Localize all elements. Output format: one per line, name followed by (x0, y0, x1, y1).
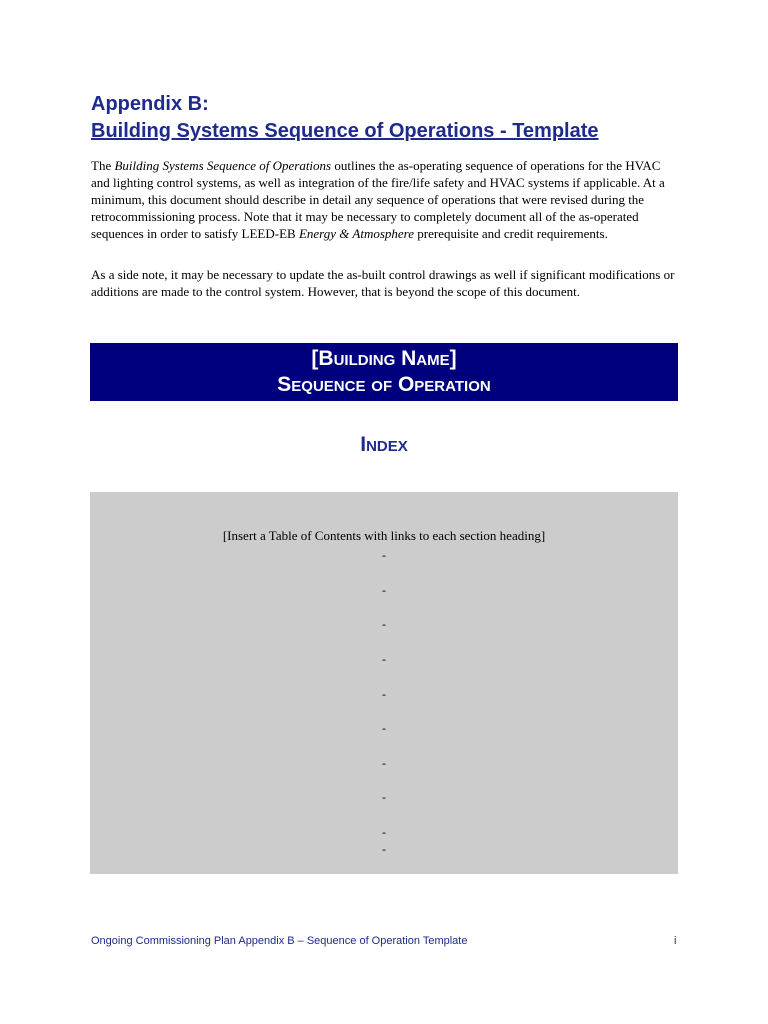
toc-entry: - (382, 617, 386, 631)
footer-document-title: Ongoing Commissioning Plan Appendix B – Sequence of Operation Template (91, 935, 468, 947)
intro-lead: The (91, 158, 115, 173)
page-title: Building Systems Sequence of Operations - Template (91, 120, 599, 142)
index-heading: Index (360, 433, 408, 456)
intro-tail: prerequisite and credit requirements. (414, 226, 608, 241)
intro-body: outlines the as-operating sequence of operations for the HVAC and lighting control systems, as well as integration of the fire/life safety and HVAC systems if applicable. At a minimum, this document should describe in detail any sequence of operations that were revised during the retrocommissioning process. Note that it may be necessary to completely document all of the as-operated sequences in order to satisfy LEED-EB (91, 158, 665, 241)
intro-document-title: Building Systems Sequence of Operations (114, 158, 332, 173)
toc-entry: - (382, 756, 386, 770)
appendix-label: Appendix B: (91, 93, 209, 115)
intro-credit-name: Energy & Atmosphere (298, 226, 415, 241)
table-of-contents-placeholder (90, 492, 678, 874)
toc-entry: - (382, 825, 386, 839)
side-note-paragraph: As a side note, it may be necessary to update the as-built control drawings as well if significant modifications or additions are made to the control system. However, that is beyond the scope of this document. (91, 267, 675, 299)
toc-entry: - (382, 721, 386, 735)
toc-instruction: [Insert a Table of Contents with links to each section heading] (222, 528, 546, 543)
toc-entry: - (382, 548, 386, 562)
title-banner (90, 343, 678, 401)
intro-paragraph (91, 157, 681, 242)
building-name-placeholder: [Building Name] (311, 347, 457, 370)
banner-subtitle: Sequence of Operation (277, 373, 491, 396)
toc-entry: - (382, 790, 386, 804)
toc-entry: - (382, 583, 386, 597)
footer-page-number: i (674, 935, 677, 947)
toc-entry: - (382, 652, 386, 666)
toc-entry: - (382, 842, 386, 856)
toc-entry: - (382, 687, 386, 701)
